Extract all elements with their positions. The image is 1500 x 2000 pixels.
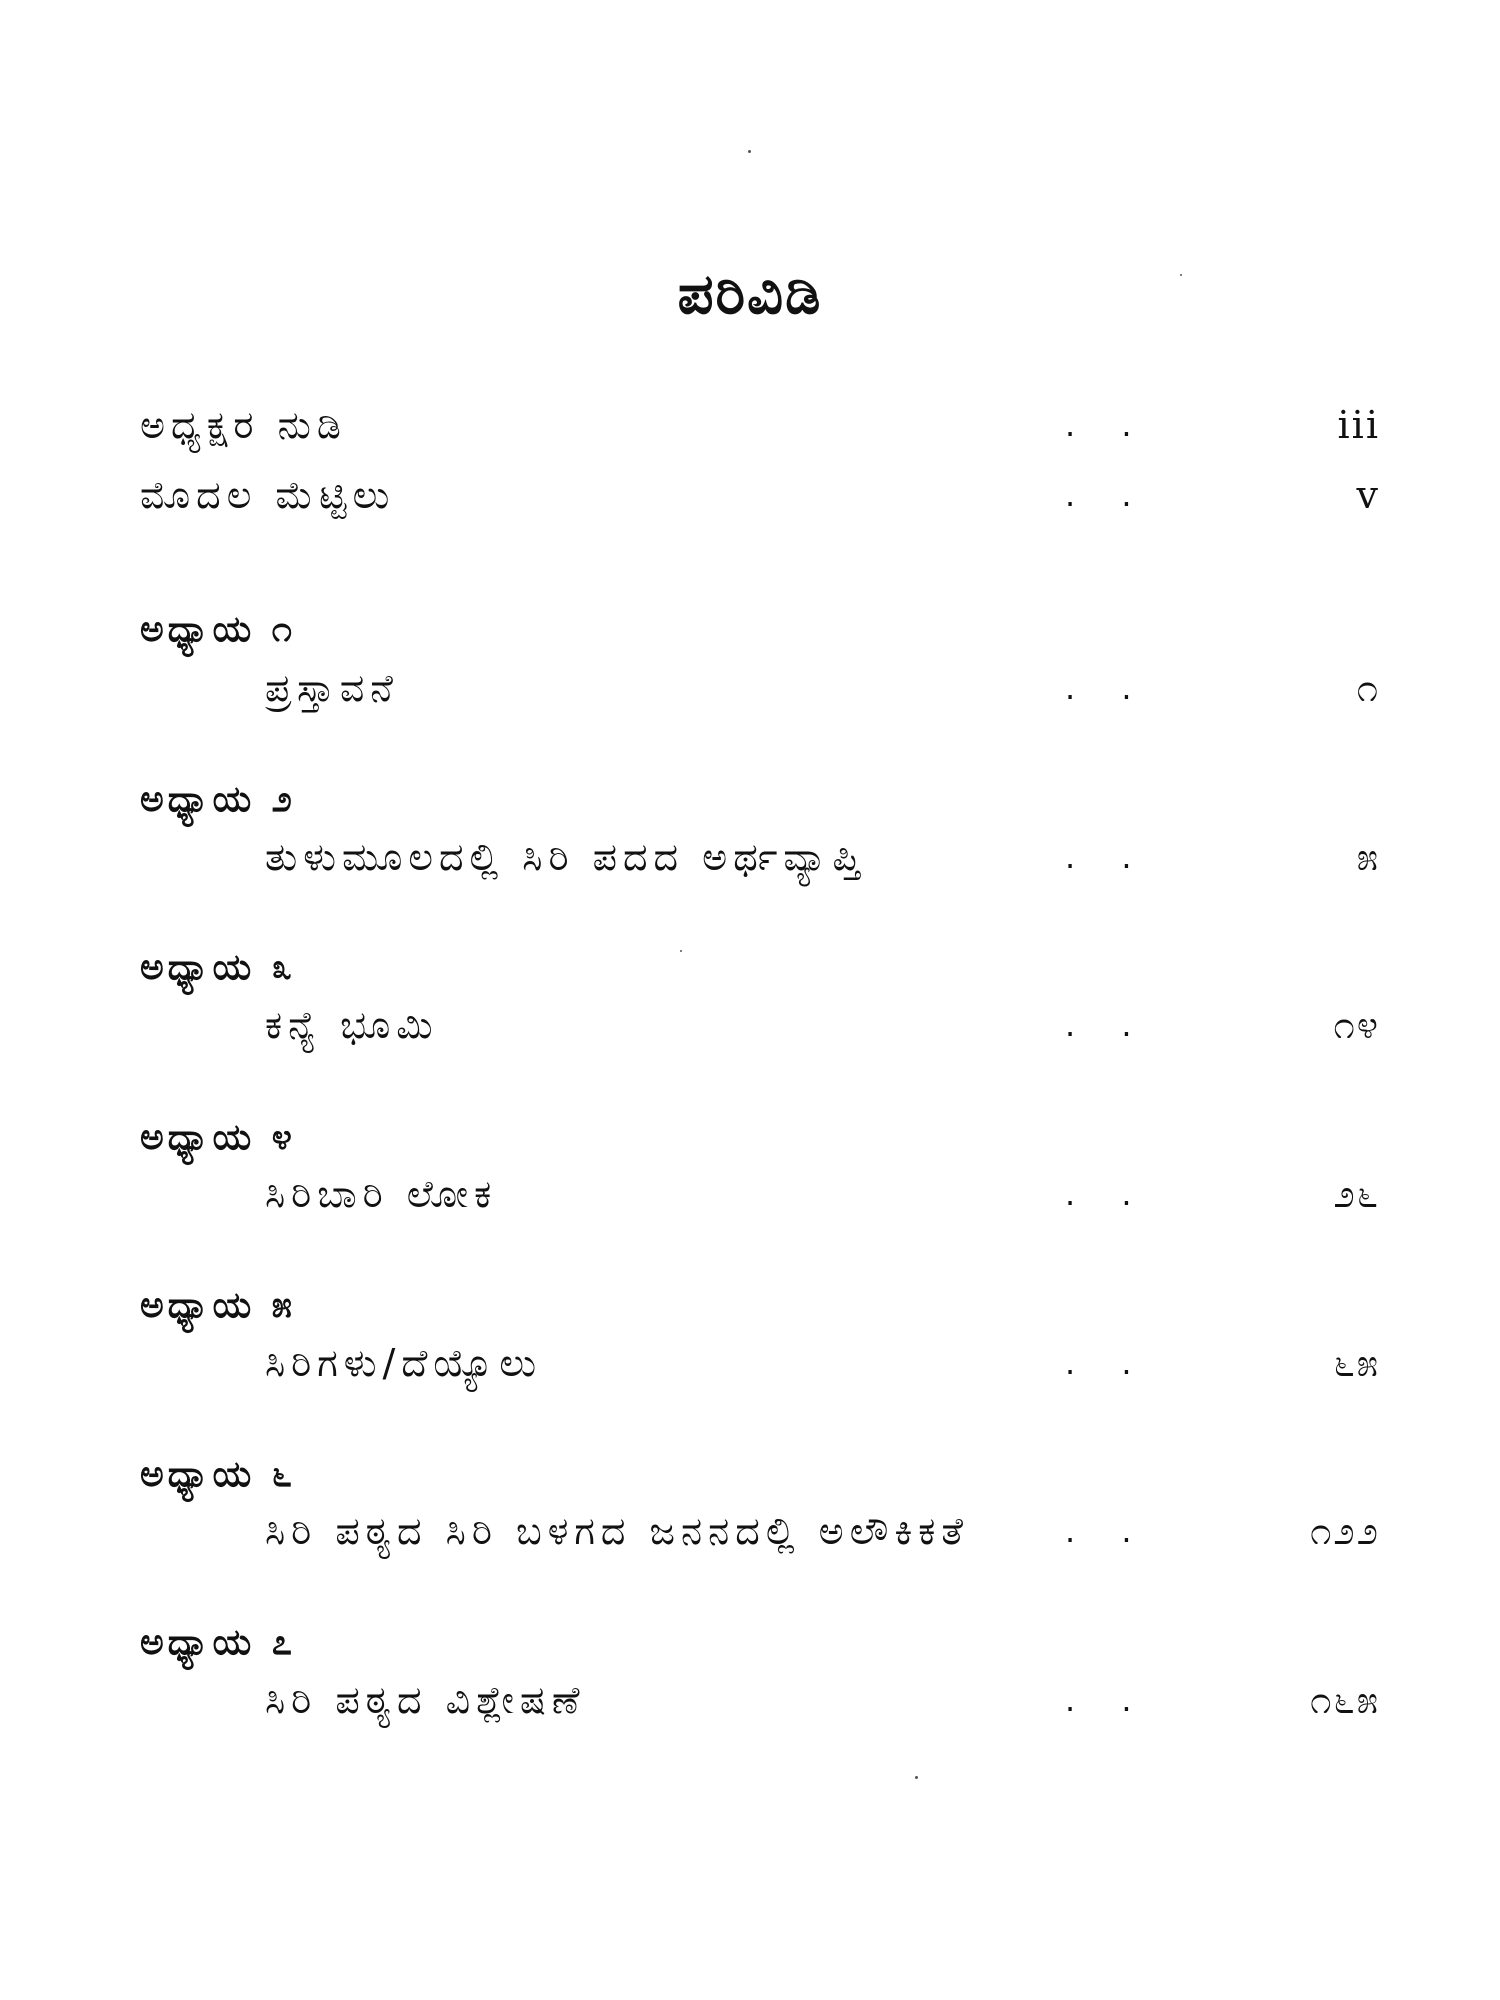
toc-entry-page: iii [1337, 403, 1380, 447]
chapter-heading-7: ಅಧ್ಯಾಯ ೭ [140, 1622, 296, 1663]
scan-speck [915, 1776, 918, 1779]
toc-entry-label: ಸಿರಿಬಾರಿ ಲೋಕ [265, 1172, 498, 1216]
page-title: ಪರಿವಿಡಿ [677, 262, 823, 327]
chapter-heading-3: ಅಧ್ಯಾಯ ೩ [140, 947, 296, 988]
scan-speck [680, 950, 682, 952]
toc-entry-chapter-1[interactable] [140, 658, 1380, 718]
toc-entry-label: ಮೊದಲ ಮೆಟ್ಟಿಲು [140, 473, 396, 517]
toc-entry-chapter-3[interactable] [140, 995, 1380, 1055]
toc-entry-page: v [1356, 473, 1380, 517]
leader-dots: . . [1065, 1512, 1150, 1550]
chapter-heading-4: ಅಧ್ಯಾಯ ೪ [140, 1117, 296, 1158]
toc-entry-page: ೫ [1356, 835, 1380, 879]
chapter-heading-6: ಅಧ್ಯಾಯ ೬ [140, 1454, 296, 1495]
toc-entry-chapter-4[interactable] [140, 1164, 1380, 1224]
toc-entry-chapter-6[interactable] [140, 1501, 1380, 1561]
toc-entry-chapter-2[interactable] [140, 827, 1380, 887]
leader-dots: . . [1065, 476, 1150, 514]
leader-dots: . . [1065, 1344, 1150, 1382]
chapter-heading-2: ಅಧ್ಯಾಯ ೨ [140, 779, 296, 820]
toc-entry-label: ಅಧ್ಯಕ್ಷರ ನುಡಿ [140, 403, 347, 447]
toc-entry-chapter-5[interactable] [140, 1333, 1380, 1393]
toc-entry-front-2[interactable] [140, 465, 1380, 525]
leader-dots: . . [1065, 669, 1150, 707]
toc-entry-page: ೧೬೫ [1310, 1678, 1380, 1722]
leader-dots: . . [1065, 838, 1150, 876]
toc-entry-chapter-7[interactable] [140, 1670, 1380, 1730]
leader-dots: . . [1065, 406, 1150, 444]
chapter-heading-1: ಅಧ್ಯಾಯ ೧ [140, 609, 296, 650]
toc-entry-label: ತುಳುಮೂಲದಲ್ಲಿ ಸಿರಿ ಪದದ ಅರ್ಥವ್ಯಾಪ್ತಿ [265, 835, 867, 879]
toc-entry-label: ಪ್ರಸ್ತಾವನೆ [265, 666, 399, 710]
chapter-heading-5: ಅಧ್ಯಾಯ ೫ [140, 1285, 296, 1326]
toc-entry-label: ಸಿರಿ ಪಠ್ಯದ ವಿಶ್ಲೇಷಣೆ [265, 1678, 586, 1722]
toc-entry-page: ೧೪ [1333, 1003, 1380, 1047]
toc-entry-front-1[interactable] [140, 395, 1380, 455]
toc-entry-label: ಕನ್ಯೆ ಭೂಮಿ [265, 1003, 439, 1047]
leader-dots: . . [1065, 1006, 1150, 1044]
leader-dots: . . [1065, 1681, 1150, 1719]
leader-dots: . . [1065, 1175, 1150, 1213]
toc-entry-page: ೨೬ [1333, 1172, 1380, 1216]
toc-entry-page: ೧೨೨ [1310, 1509, 1380, 1553]
toc-entry-page: ೬೫ [1333, 1341, 1380, 1385]
toc-entry-label: ಸಿರಿಗಳು/ದೆಯ್ಯೊಲು [265, 1341, 543, 1385]
scan-speck [748, 150, 751, 153]
toc-entry-page: ೧ [1356, 666, 1380, 710]
toc-entry-label: ಸಿರಿ ಪಠ್ಯದ ಸಿರಿ ಬಳಗದ ಜನನದಲ್ಲಿ ಅಲೌಕಿಕತೆ [265, 1509, 970, 1553]
